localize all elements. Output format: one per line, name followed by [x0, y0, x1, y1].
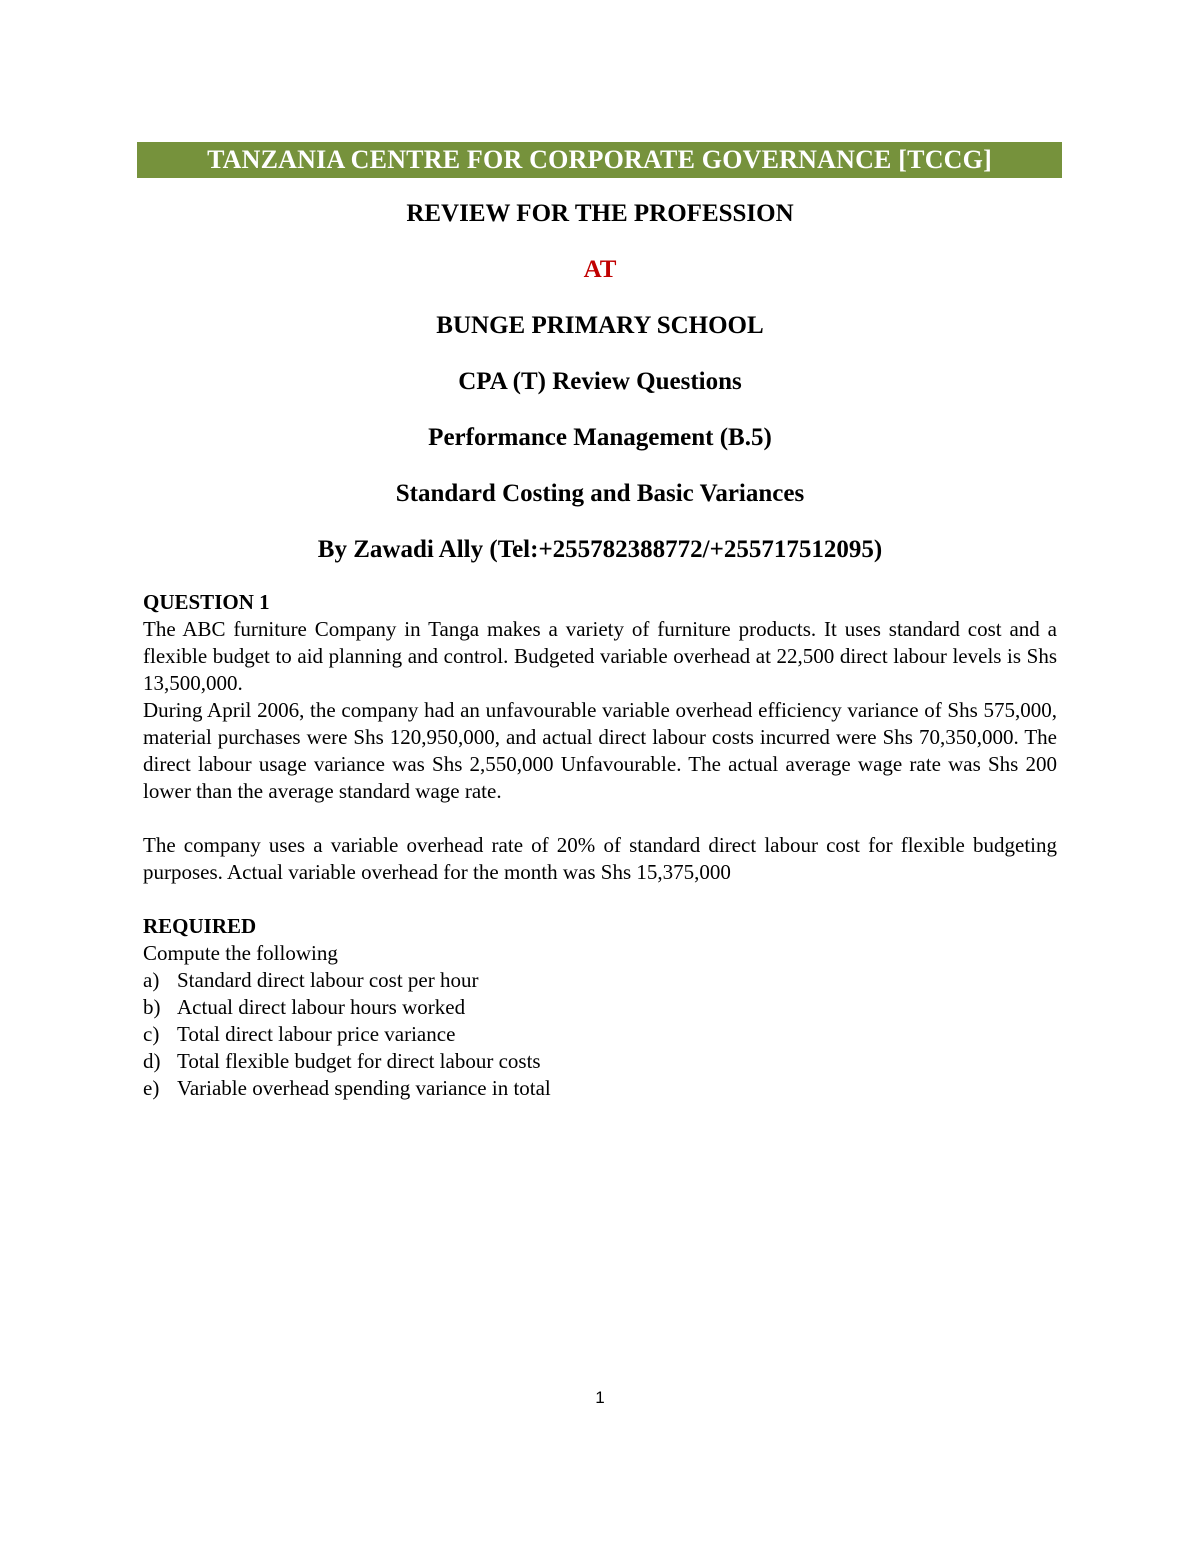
- question-content: [143, 589, 1057, 1102]
- list-item: [143, 994, 1057, 1021]
- list-item: [143, 1075, 1057, 1102]
- organization-banner: TANZANIA CENTRE FOR CORPORATE GOVERNANCE [TCCG]: [137, 142, 1062, 178]
- question-paragraph-3: The company uses a variable overhead rate of 20% of standard direct labour cost for flexible budgeting purposes. Actual variable overhead for the month was Shs 15,375,000: [143, 833, 1057, 884]
- spacer: [143, 886, 1057, 913]
- list-item-text: Variable overhead spending variance in total: [177, 1076, 551, 1100]
- list-marker: d): [143, 1049, 161, 1073]
- subject-title: Performance Management (B.5): [428, 424, 772, 451]
- list-marker: b): [143, 995, 161, 1019]
- required-intro: Compute the following: [143, 941, 338, 965]
- review-title: REVIEW FOR THE PROFESSION: [406, 200, 794, 227]
- list-item-text: Actual direct labour hours worked: [177, 995, 466, 1019]
- page-number: 1: [595, 1388, 605, 1407]
- question-paragraph-2: During April 2006, the company had an unfavourable variable overhead efficiency variance of Shs 575,000, material purchases were Shs 120,950,000, and actual direct labour costs incurred were Shs 70,350,000. The direct labour usage variance was Shs 2,550,000 Unfavourable. The actual average wage rate was Shs 200 lower than the average standard wage rate.: [143, 698, 1057, 803]
- list-item: [143, 967, 1057, 994]
- list-marker: e): [143, 1076, 160, 1100]
- list-marker: a): [143, 968, 160, 992]
- required-list: [143, 967, 1057, 1102]
- spacer: [143, 805, 1057, 832]
- question-paragraph-1: The ABC furniture Company in Tanga makes a variety of furniture products. It uses standard cost and a flexible budget to aid planning and control. Budgeted variable overhead at 22,500 direct labour levels is Shs 13,500,000.: [143, 617, 1057, 695]
- venue-title: BUNGE PRIMARY SCHOOL: [436, 312, 764, 339]
- question-heading: QUESTION 1: [143, 590, 270, 614]
- list-item: [143, 1021, 1057, 1048]
- list-item-text: Total direct labour price variance: [177, 1022, 456, 1046]
- list-item-text: Total flexible budget for direct labour costs: [177, 1049, 541, 1073]
- required-heading: REQUIRED: [143, 914, 257, 938]
- author-line: By Zawadi Ally (Tel:+255782388772/+255717512095): [317, 536, 883, 563]
- at-label: AT: [583, 256, 617, 283]
- list-marker: c): [143, 1022, 160, 1046]
- course-title: CPA (T) Review Questions: [458, 368, 742, 395]
- list-item-text: Standard direct labour cost per hour: [177, 968, 479, 992]
- topic-title: Standard Costing and Basic Variances: [395, 480, 805, 507]
- list-item: [143, 1048, 1057, 1075]
